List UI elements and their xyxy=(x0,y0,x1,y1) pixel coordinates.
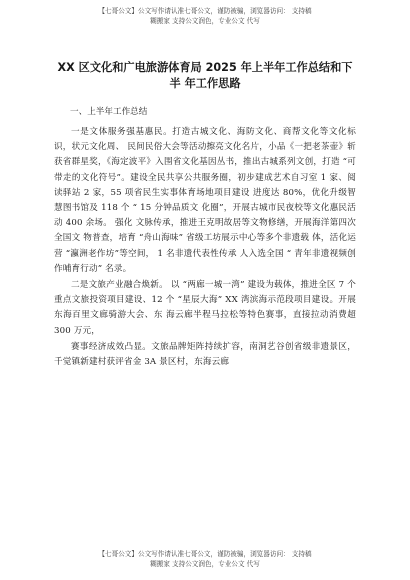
footer-banner xyxy=(0,549,410,569)
header-banner xyxy=(0,6,410,26)
document-body xyxy=(54,60,356,370)
paragraph-tourism-industry: 二是文旅产业融合焕新。 以 “两廊一城一湾” 建设为载体，推进全区 7 个重点文旅投资项目建设、12 个 “星辰大海” XX 湾滨海示范段项目建设。开展东海百里文廊骑游大会、东 海云廊半程马拉松等特色赛事，直接拉动消费超 300 万元， xyxy=(54,280,356,336)
header-banner-line-2: 糊搬家 支持公文润色，专业公文 代写 xyxy=(150,17,260,25)
footer-banner-line-2: 糊搬家 支持公文润色，专业公文 代写 xyxy=(150,560,260,568)
header-banner-line-1: 【七哥公文】公文写作请认准七哥公文，谨防被骗，浏览器访问： 支持稿 xyxy=(98,7,312,15)
document-title: XX 区文化和广电旅游体育局 2025 年上半年工作总结和下半 年工作思路 xyxy=(57,61,353,90)
paragraph-event-economy: 赛事经济成效凸显。文旅品牌矩阵持续扩容，南洞艺谷创省级非遗景区，千觉镇新建村获评省金 3A 景区村，东海云廊 xyxy=(54,341,356,368)
footer-banner-line-1: 【七哥公文】公文写作请认准七哥公文，谨防被骗，浏览器访问： 支持稿 xyxy=(98,550,312,558)
section-heading: 一、上半年工作总结 xyxy=(70,107,148,117)
paragraph-cultural-services: 一是文体服务强基惠民。打造古城文化、海防文化、商帮文化等文化标识，状元文化周、 民间民俗大会等活动擦亮文化名片，小品《一把老茶壶》斩获省群星奖，《海定波平》入围省文化基因丛书，推出古城系列文创，打造 “可带走的文化符号”。建设全民共享公共服务圈，初步建成艺术自习室 1 家、阅读驿站 2 家，55 项省民生实事体育场地项目建设 进度达 80%，优化升级智慧图书馆及 118 个 “ 15 分钟品质文 化圈”，开展古城市民夜校等文化惠民活动 400 余场。 强化 文脉传承，推进王克明故居等文物修缮，开展海洋第四次全国文 物普查，培育 “舟山海味” 省级工坊展示中心等多个非遗载 体，活化运营 “瀛洲老作坊”等空间， 1 名非遗代表性传承 人入选全国 “ 青年非遗视频创作哺育行动” 名录。 xyxy=(54,127,356,274)
